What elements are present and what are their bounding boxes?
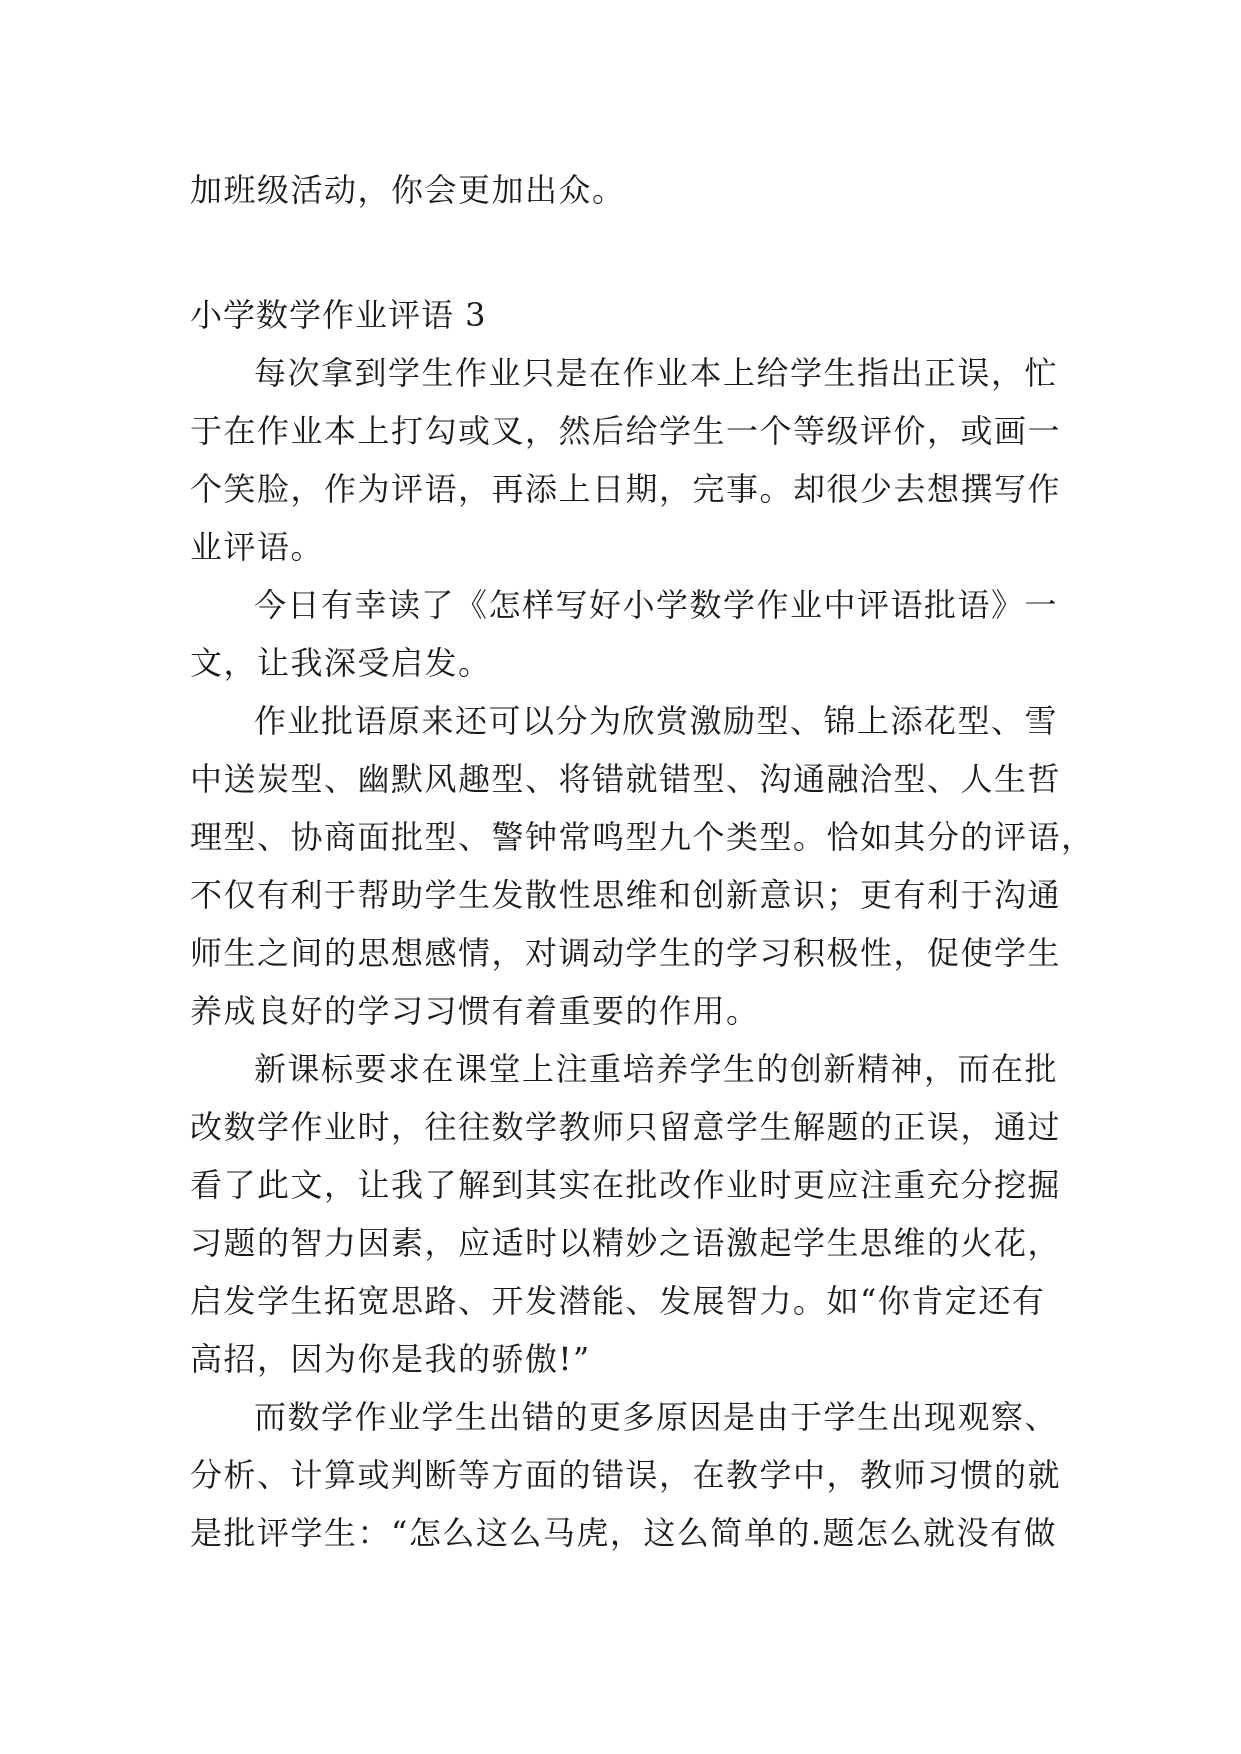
paragraph-line: 不仅有利于帮助学生发散性思维和创新意识；更有利于沟通 [190,876,1062,914]
paragraph-line: 中送炭型、幽默风趣型、将错就错型、沟通融洽型、人生哲 [190,760,1062,798]
paragraph-line: 看了此文，让我了解到其实在批改作业时更应注重充分挖掘 [190,1166,1062,1204]
paragraph-line: 业评语。 [190,528,325,566]
paragraph-3 [190,692,1095,1040]
paragraph-line: 而数学作业学生出错的更多原因是由于学生出现观察、 [254,1398,1059,1436]
paragraph-4 [190,1040,1060,1388]
paragraph-2 [190,576,1060,692]
paragraph-line: 改数学作业时，往往数学教师只留意学生解题的正误，通过 [190,1108,1062,1146]
carryover-line: 加班级活动，你会更加出众。 [190,171,626,209]
paragraph-line: 分析、计算或判断等方面的错误，在教学中，教师习惯的就 [190,1456,1062,1494]
paragraph-line: 师生之间的思想感情，对调动学生的学习积极性，促使学生 [190,934,1062,972]
paragraph-line: 文，让我深受启发。 [190,644,492,682]
paragraph-line: 每次拿到学生作业只是在作业本上给学生指出正误，忙 [254,354,1059,392]
paragraph-line: 于在作业本上打勾或叉，然后给学生一个等级评价，或画一 [190,412,1062,450]
paragraph-line: 理型、协商面批型、警钟常鸣型九个类型。恰如其分的评语， [190,818,1095,856]
document-body [190,161,1095,1562]
paragraph-line: 新课标要求在课堂上注重培养学生的创新精神，而在批 [254,1050,1059,1088]
paragraph-1 [190,344,1060,576]
paragraph-line: 养成良好的学习习惯有着重要的作用。 [190,992,760,1030]
paragraph-5 [190,1388,1060,1562]
section-title: 小学数学作业评语 3 [190,296,487,334]
paragraph-line: 启发学生拓宽思路、开发潜能、发展智力。如“你肯定还有 [190,1282,1046,1320]
paragraph-line: 是批评学生：“怎么这么马虎，这么简单的.题怎么就没有做 [190,1514,1058,1552]
section-gap [190,219,1060,286]
paragraph-line: 作业批语原来还可以分为欣赏激励型、锦上添花型、雪 [254,702,1059,740]
paragraph-line: 高招，因为你是我的骄傲!” [190,1340,591,1378]
paragraph-line: 习题的智力因素，应适时以精妙之语激起学生思维的火花， [190,1224,1062,1262]
paragraph-line: 今日有幸读了《怎样写好小学数学作业中评语批语》一 [254,586,1059,624]
paragraph-line: 个笑脸，作为评语，再添上日期，完事。却很少去想撰写作 [190,470,1062,508]
